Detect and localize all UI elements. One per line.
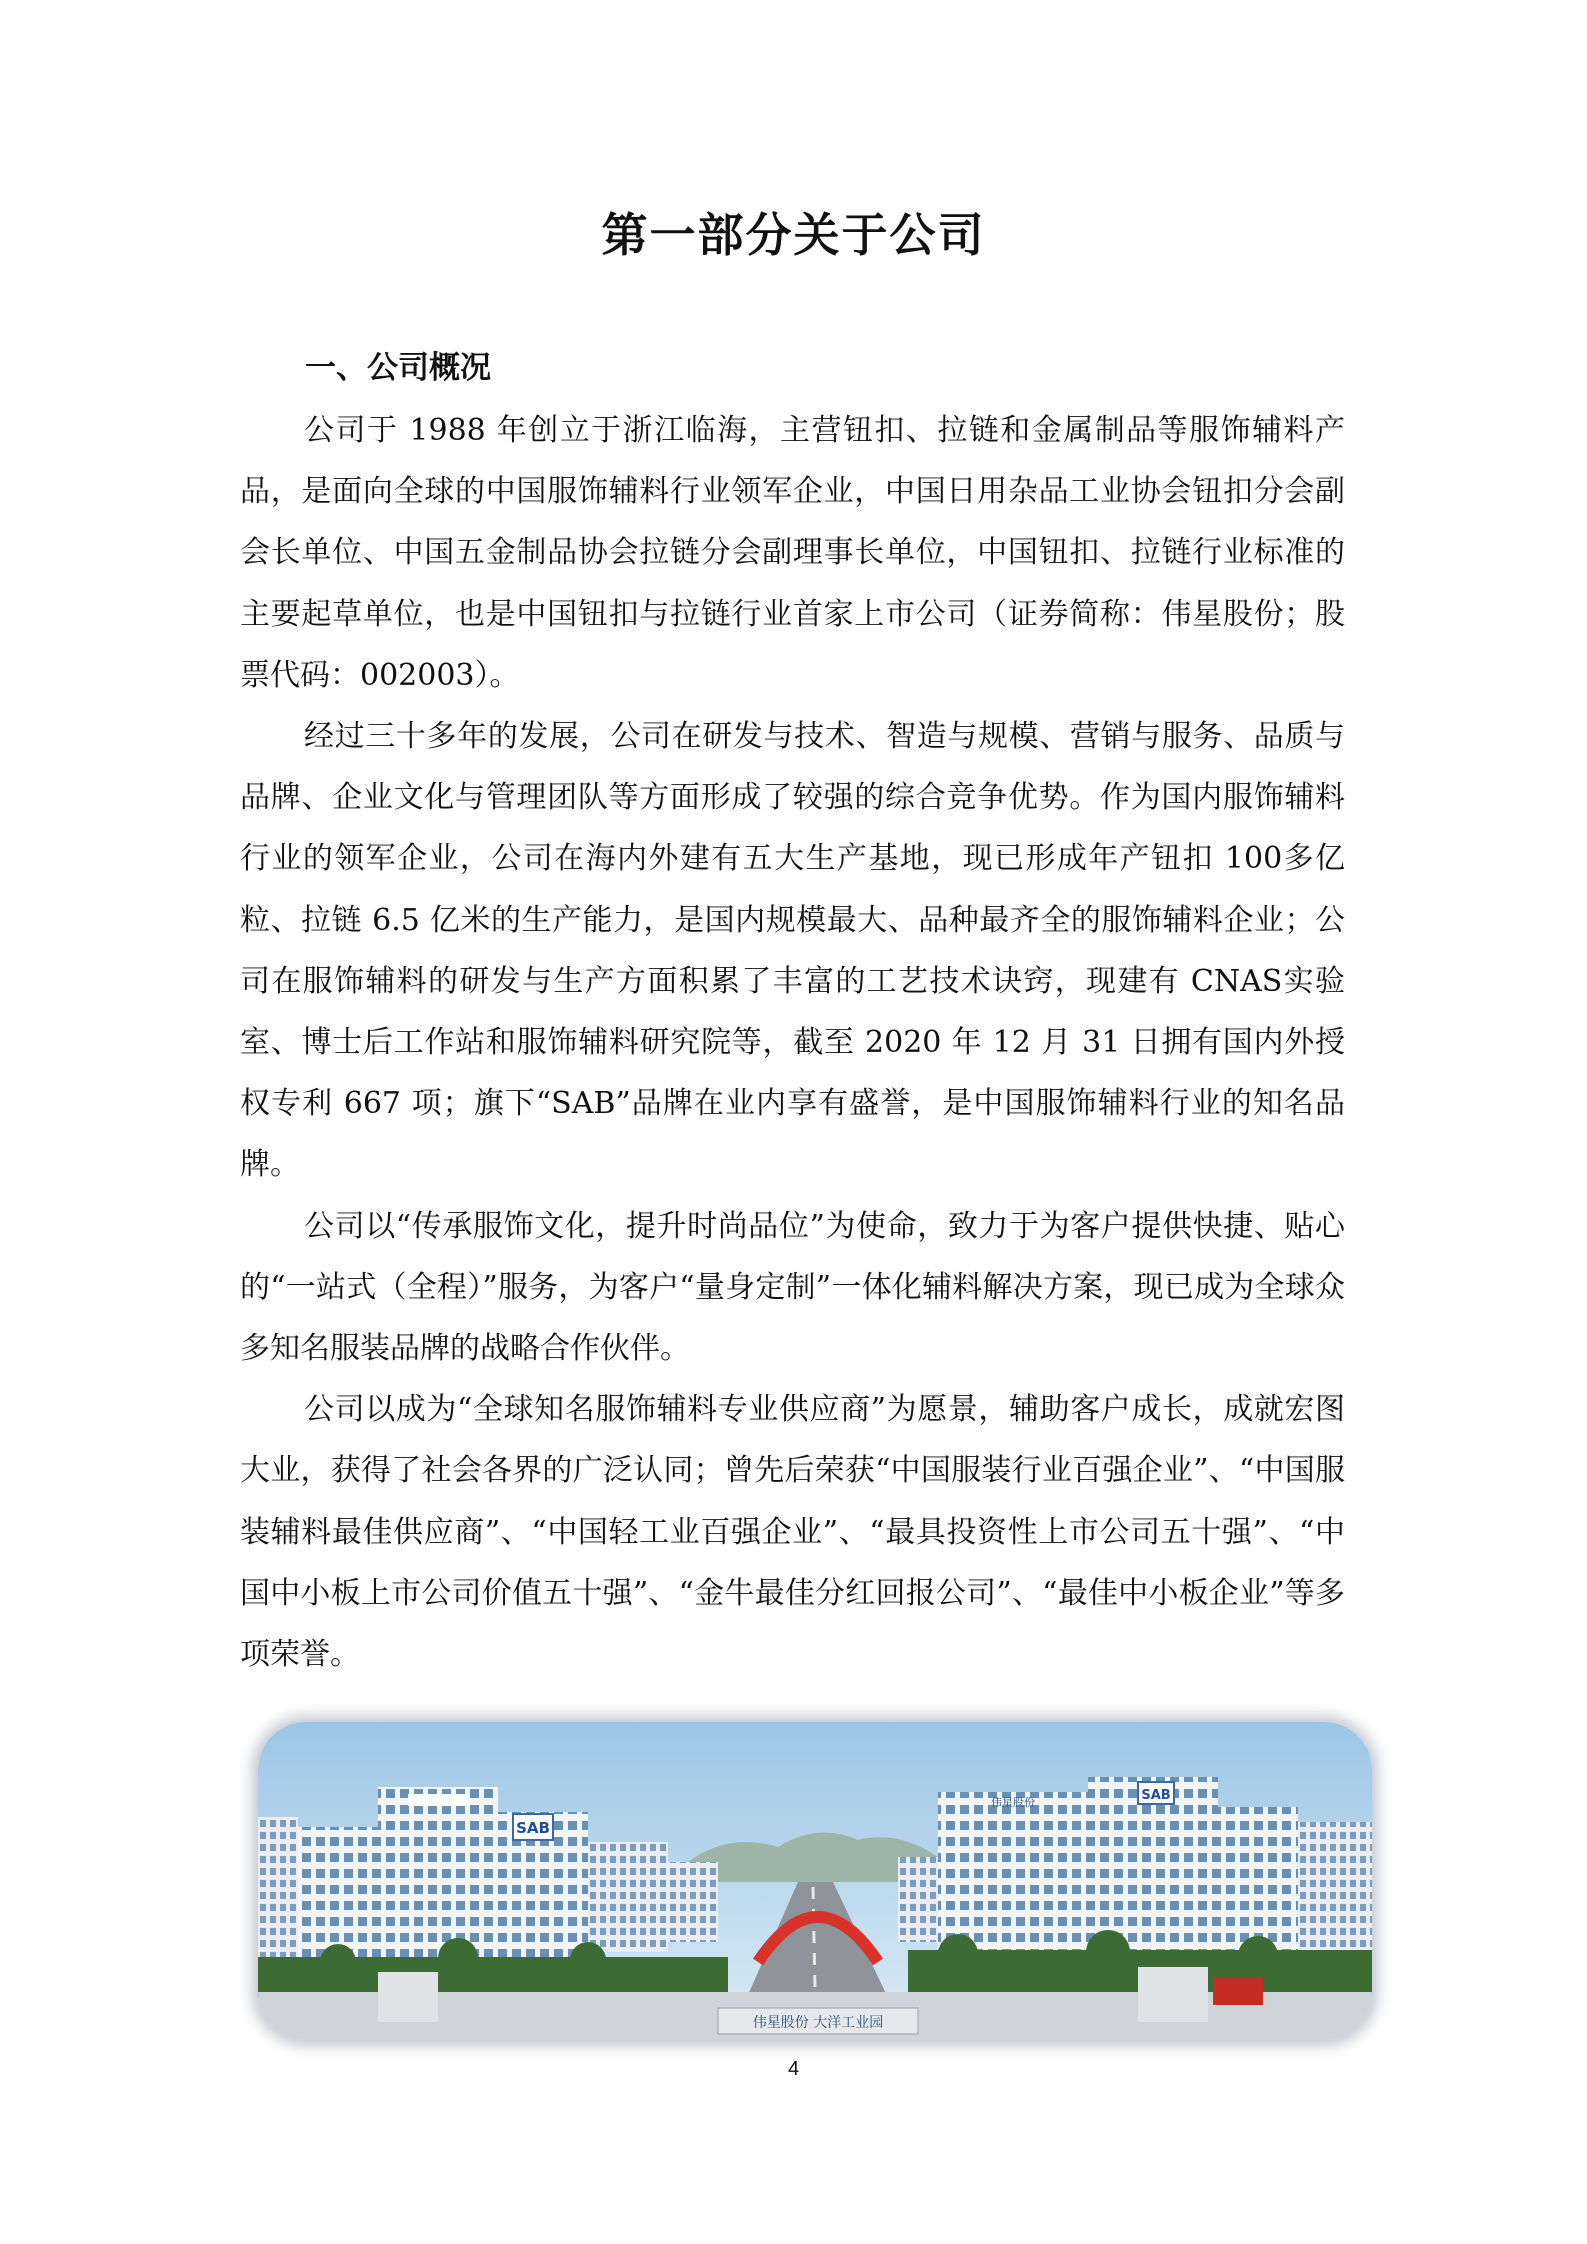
paragraph: 公司于 1988 年创立于浙江临海，主营钮扣、拉链和金属制品等服饰辅料产品，是面向全球的中国服饰辅料行业领军企业，中国日用杂品工业协会钮扣分会副会长单位、中国五金制品协会拉链分会副理事长单位，中国钮扣、拉链行业标准的主要起草单位，也是中国钮扣与拉链行业首家上市公司（证券简称：伟星股份；股票代码：002003）。 (240, 413, 1345, 693)
company-sign-right: 伟星股份 (991, 1796, 1035, 1809)
page-title: 第一部分关于公司 (601, 208, 986, 262)
paragraph: 公司以“传承服饰文化，提升时尚品位”为使命，致力于为客户提供快捷、贴心的“一站式（全程）”服务，为客户“量身定制”一体化辅料解决方案，现已成为全球众多知名服装品牌的战略合作伙伴。 (240, 1208, 1345, 1367)
paragraph: 经过三十多年的发展，公司在研发与技术、智造与规模、营销与服务、品质与品牌、企业文化与管理团队等方面形成了较强的综合竞争优势。作为国内服饰辅料行业的领军企业，公司在海内外建有五大生产基地，现已形成年产钮扣 100多亿粒、拉链 6.5 亿米的生产能力，是国内规模最大、品种最齐全的服饰辅料企业；公司在服饰辅料的研发与生产方面积累了丰富的工艺技术诀窍，现建有 CNAS实验室、博士后工作站和服饰辅料研究院等，截至 2020 年 12 月 31 日拥有国内外授权专利 667 项；旗下“SAB”品牌在业内享有盛誉，是中国服饰辅料行业的知名品牌。 (240, 719, 1345, 1183)
section-heading: 一、公司概况 (305, 350, 491, 386)
page-number: 4 (787, 2058, 800, 2080)
park-gate-sign: 伟星股份 大洋工业园 (752, 2015, 884, 2031)
section-body (240, 400, 1345, 1685)
company-park-photo (258, 1722, 1372, 2040)
sab-sign-left: SAB (516, 1819, 550, 1837)
sab-sign-right: SAB (1141, 1788, 1171, 1803)
paragraph: 公司以成为“全球知名服饰辅料专业供应商”为愿景，辅助客户成长，成就宏图大业，获得了社会各界的广泛认同；曾先后荣获“中国服装行业百强企业”、“中国服装辅料最佳供应商”、“中国轻工业百强企业”、“最具投资性上市公司五十强”、“中国中小板上市公司价值五十强”、“金牛最佳分红回报公司”、“最佳中小板企业”等多项荣誉。 (240, 1392, 1345, 1673)
